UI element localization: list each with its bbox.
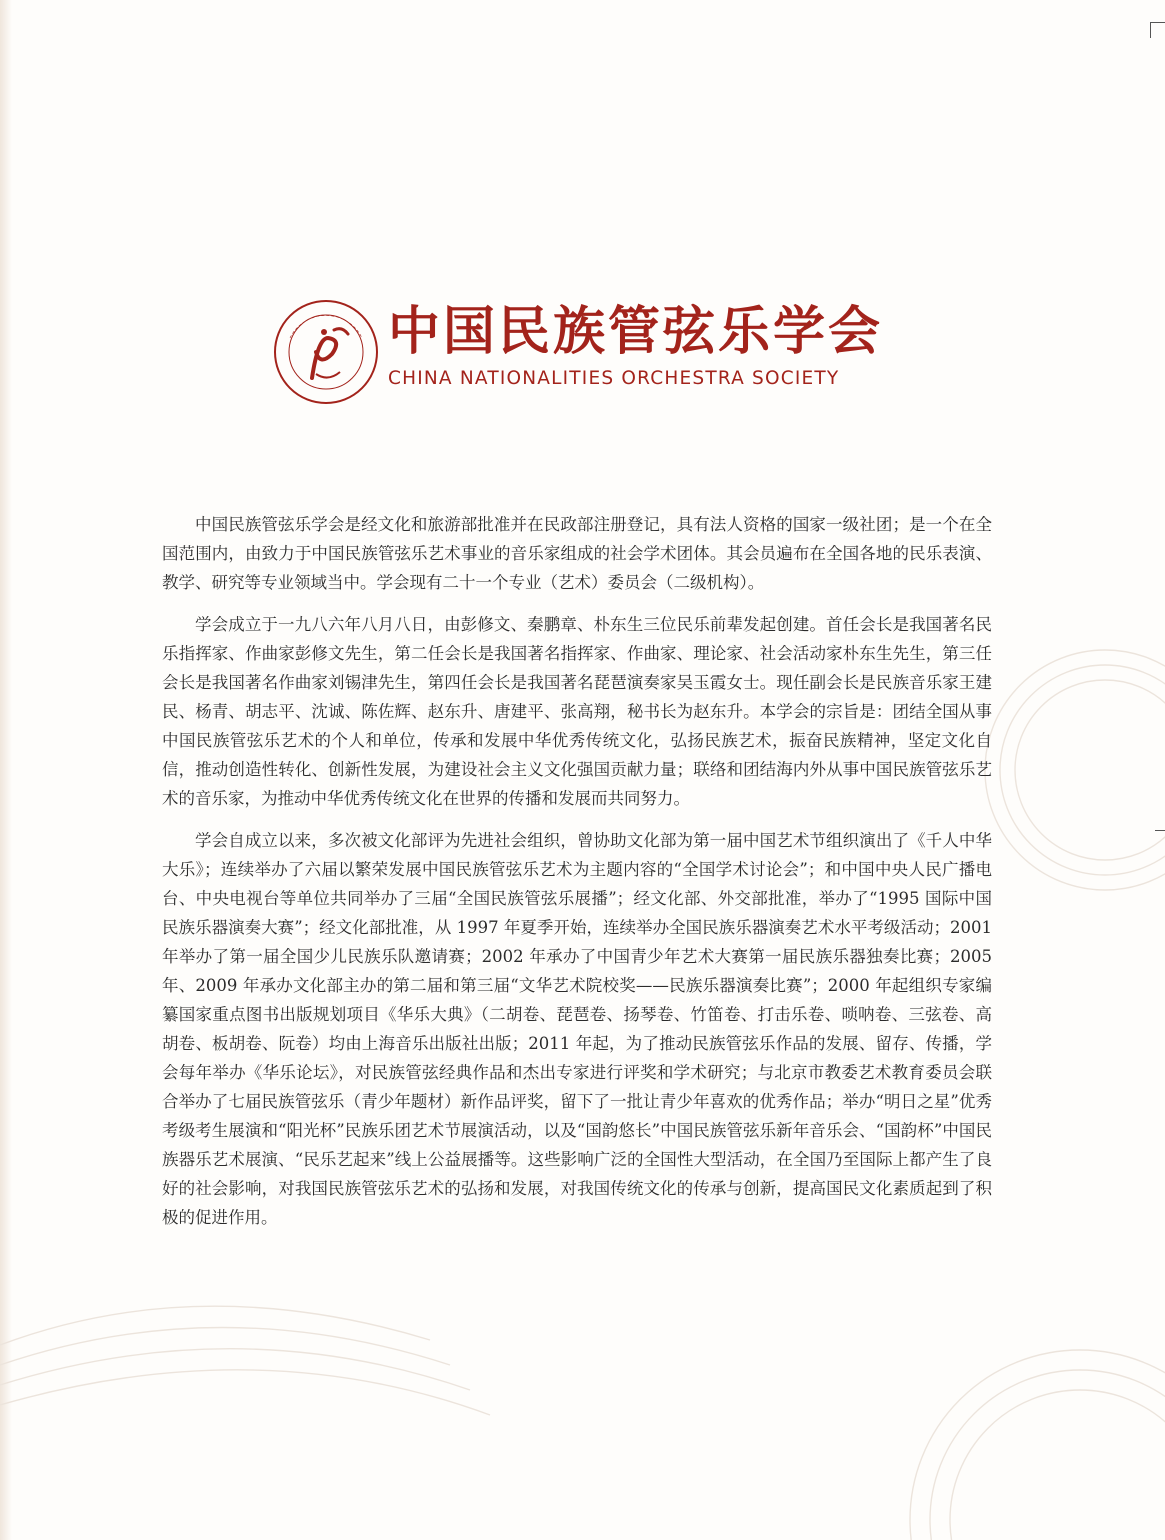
seal-emblem-icon [272, 298, 380, 406]
paragraph-overview: 中国民族管弦乐学会是经文化和旅游部批准并在民政部注册登记，具有法人资格的国家一级社团；是一个在全国范围内，由致力于中国民族管弦乐艺术事业的音乐家组成的社会学术团体。其会员遍布在全国各地的民乐表演、教学、研究等专业领域当中。学会现有二十一个专业（艺术）委员会（二级机构）。 [162, 515, 992, 592]
paragraph-history: 学会成立于一九八六年八月八日，由彭修文、秦鹏章、朴东生三位民乐前辈发起创建。首任会长是我国著名民乐指挥家、作曲家彭修文先生，第二任会长是我国著名指挥家、作曲家、理论家、社会活动家朴东生先生，第三任会长是我国著名作曲家刘锡津先生，第四任会长是我国著名琵琶演奏家吴玉霞女士。现任副会长是民族音乐家王建民、杨青、胡志平、沈诚、陈佐辉、赵东升、唐建平、张高翔，秘书长为赵东升。本学会的宗旨是：团结全国从事中国民族管弦乐艺术的个人和单位，传承和发展中华优秀传统文化，弘扬民族艺术，振奋民族精神，坚定文化自信，推动创造性转化、创新性发展，为建设社会主义文化强国贡献力量；联络和团结海内外从事中国民族管弦乐艺术的音乐家，为推动中华优秀传统文化在世界的传播和发展而共同努力。 [162, 615, 992, 808]
society-introduction [162, 510, 992, 1245]
logo-name-english: CHINA NATIONALITIES ORCHESTRA SOCIETY [388, 368, 840, 389]
logo-name-chinese: 中国民族管弦乐学会 [388, 302, 884, 362]
paragraph-achievements: 学会自成立以来，多次被文化部评为先进社会组织，曾协助文化部为第一届中国艺术节组织演出了《千人中华大乐》；连续举办了六届以繁荣发展中国民族管弦乐艺术为主题内容的“全国学术讨论会”；和中国中央人民广播电台、中央电视台等单位共同举办了三届“全国民族管弦乐展播”；经文化部、外交部批准，举办了“1995 国际中国民族乐器演奏大赛”；经文化部批准，从 1997 年夏季开始，连续举办全国民族乐器演奏艺术水平考级活动；2001 年举办了第一届全国少儿民族乐队邀请赛；2002 年承办了中国青少年艺术大赛第一届民族乐器独奏比赛；2005 年、2009 年承办文化部主办的第二届和第三届“文华艺术院校奖——民族乐器演奏比赛”；2000 年起组织专家编纂国家重点图书出版规划项目《华乐大典》（二胡卷、琵琶卷、扬琴卷、竹笛卷、打击乐卷、唢呐卷、三弦卷、高胡卷、板胡卷、阮卷）均由上海音乐出版社出版；2011 年起，为了推动民族管弦乐作品的发展、留存、传播，学会每年举办《华乐论坛》，对民族管弦经典作品和杰出专家进行评奖和学术研究；与北京市教委艺术教育委员会联合举办了七届民族管弦乐（青少年题材）新作品评奖，留下了一批让青少年喜欢的优秀作品；举办“明日之星”优秀考级考生展演和“阳光杯”民族乐团艺术节展演活动，以及“国韵悠长”中国民族管弦乐新年音乐会、“国韵杯”中国民族器乐艺术展演、“民乐艺起来”线上公益展播等。这些影响广泛的全国性大型活动，在全国乃至国际上都产生了良好的社会影响，对我国民族管弦乐艺术的弘扬和发展，对我国传统文化的传承与创新，提高国民文化素质起到了积极的促进作用。 [162, 831, 992, 1227]
society-logo [272, 298, 884, 408]
